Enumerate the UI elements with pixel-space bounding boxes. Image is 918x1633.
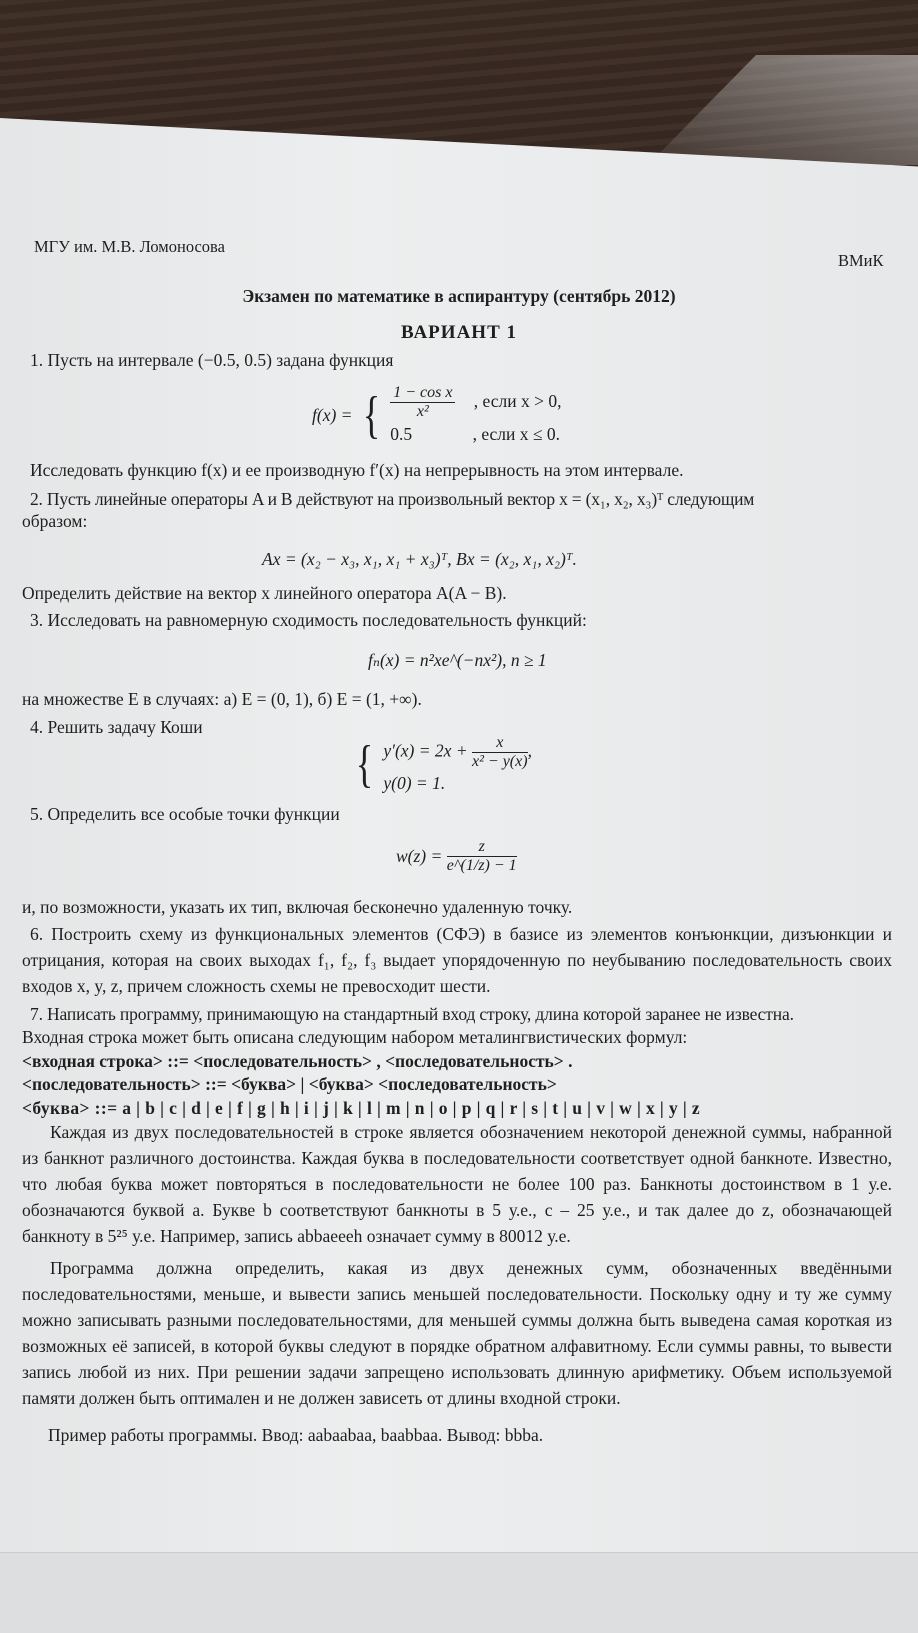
problem1-formula bbox=[312, 384, 562, 447]
problem5-intro: 5. Определить все особые точки функции bbox=[30, 804, 340, 824]
faculty-name: ВМиК bbox=[838, 251, 884, 270]
problem4-fraction bbox=[472, 734, 528, 771]
problem7-paragraph2: Программа должна определить, какая из двух денежных сумм, обозначенных введёнными последовательностями, меньше, и вывести запись меньшей последовательности. Поскольку одну и ту же сумму можно записывать разными последовательностями, для меньшей суммы должна быть выведена самая короткая из возможных её записей, в которой буквы следуют в порядке обратном алфавитному. Если суммы равны, то вывести запись любой из них. При решении задачи запрещено использовать длинную арифметику. Объем используемой памяти должен быть оптимален и не должен зависеть от длины входной строки. bbox=[22, 1258, 892, 1408]
grammar-rule-sequence: <последовательность> ::= <буква> | <буква> <последовательность> bbox=[22, 1074, 557, 1094]
problem4-eq1-end: , bbox=[527, 740, 532, 761]
problem4-eq1-lhs: y′(x) = 2x + bbox=[383, 740, 468, 761]
problem2-formula: Ax = (x₂ − x₃, x₁, x₁ + x₃)ᵀ, Bx = (x₂, x₁, x₂)ᵀ. bbox=[262, 549, 577, 569]
problem1-case2-condition: , если x ≤ 0. bbox=[472, 424, 560, 444]
problem5-denominator: e^(1/z) − 1 bbox=[446, 857, 517, 874]
problem4-system bbox=[350, 734, 532, 795]
problem1-denominator: x² bbox=[416, 403, 429, 420]
problem2-intro-line1: 2. Пусть линейные операторы A и B действуют на произвольный вектор x = (x₁, x₂, x₃)ᵀ следующим bbox=[30, 489, 755, 509]
problem1-case1-condition: , если x > 0, bbox=[473, 390, 562, 411]
problem2-task: Определить действие на вектор x линейного оператора A(A − B). bbox=[22, 583, 507, 603]
problem1-lhs: f(x) = bbox=[312, 405, 353, 425]
problem5-lhs: w(z) = bbox=[396, 846, 443, 866]
problem4-intro: 4. Решить задачу Коши bbox=[30, 717, 203, 737]
problem1-cases bbox=[390, 384, 561, 447]
problem5-formula bbox=[396, 838, 517, 875]
problem1-case2-value: 0.5 bbox=[390, 424, 413, 444]
grammar-rule-input-string: <входная строка> ::= <последовательность> , <последовательность> . bbox=[22, 1051, 573, 1071]
left-brace: { bbox=[362, 386, 381, 444]
problem7-line2: Входная строка может быть описана следующим набором металингвистических формул: bbox=[22, 1027, 688, 1047]
problem3-task: на множестве E в случаях: а) E = (0, 1), б) E = (1, +∞). bbox=[22, 689, 422, 709]
problem5-fraction bbox=[447, 838, 517, 875]
problem1-intro: 1. Пусть на интервале (−0.5, 0.5) задана функция bbox=[30, 350, 394, 370]
problem4-denominator: x² − y(x) bbox=[472, 753, 528, 770]
problem7-paragraph1: Каждая из двух последовательностей в строке является обозначением некоторой денежной суммы, набранной из банкнот различного достоинства. Каждая буква в последовательности соответствует одной банкноте. Известно, что любая буква может повторяться в последовательности не более 100 раз. Банкноты достоинством в 1 у.е. обозначаются буквой a. Букве b соответствуют банкноты в 5 у.е., c – 25 у.е., и так далее до z, обозначающей банкноту в 5²⁵ у.е. Например, запись abbaeeeh означает сумму в 80012 у.е. bbox=[22, 1122, 892, 1246]
problem2-intro-line2: образом: bbox=[22, 511, 88, 531]
problem1-fraction bbox=[390, 384, 455, 421]
problem1-task: Исследовать функцию f(x) и ее производную f′(x) на непрерывность на этом интервале. bbox=[30, 460, 684, 480]
grammar-rule-letter: <буква> ::= a | b | c | d | e | f | g | h | i | j | k | l | m | n | o | p | q | r | s | t | u | v | w | x | y | z bbox=[22, 1098, 701, 1118]
problem5-numerator: z bbox=[447, 838, 517, 857]
left-brace: { bbox=[355, 735, 374, 793]
problem3-intro: 3. Исследовать на равномерную сходимость последовательность функций: bbox=[30, 610, 587, 630]
variant-heading: ВАРИАНТ 1 bbox=[400, 322, 517, 343]
university-name: МГУ им. М.В. Ломоносова bbox=[34, 237, 225, 256]
problem1-numerator: 1 − cos x bbox=[390, 384, 455, 403]
problem6-text: 6. Построить схему из функциональных элементов (СФЭ) в базисе из элементов конъюнкции, дизъюнкции и отрицания, которая на своих выходах f₁, f₂, f₃ выдает упорядоченную по неубыванию последовательность своих входов x, y, z, причем сложность схемы не превосходит шести. bbox=[22, 924, 892, 996]
problem4-numerator: x bbox=[472, 734, 528, 753]
exam-title: Экзамен по математике в аспирантуру (сентябрь 2012) bbox=[242, 286, 676, 306]
problem4-eq2: y(0) = 1. bbox=[383, 773, 446, 793]
problem7-line1: 7. Написать программу, принимающую на стандартный вход строку, длина которой заранее не известна. bbox=[30, 1004, 794, 1024]
problem3-formula: fₙ(x) = n²xe^(−nx²), n ≥ 1 bbox=[368, 650, 547, 670]
problem7-example: Пример работы программы. Ввод: aabaabaa, baabbaa. Вывод: bbba. bbox=[48, 1425, 544, 1445]
problem5-task: и, по возможности, указать их тип, включая бесконечно удаленную точку. bbox=[22, 897, 573, 917]
